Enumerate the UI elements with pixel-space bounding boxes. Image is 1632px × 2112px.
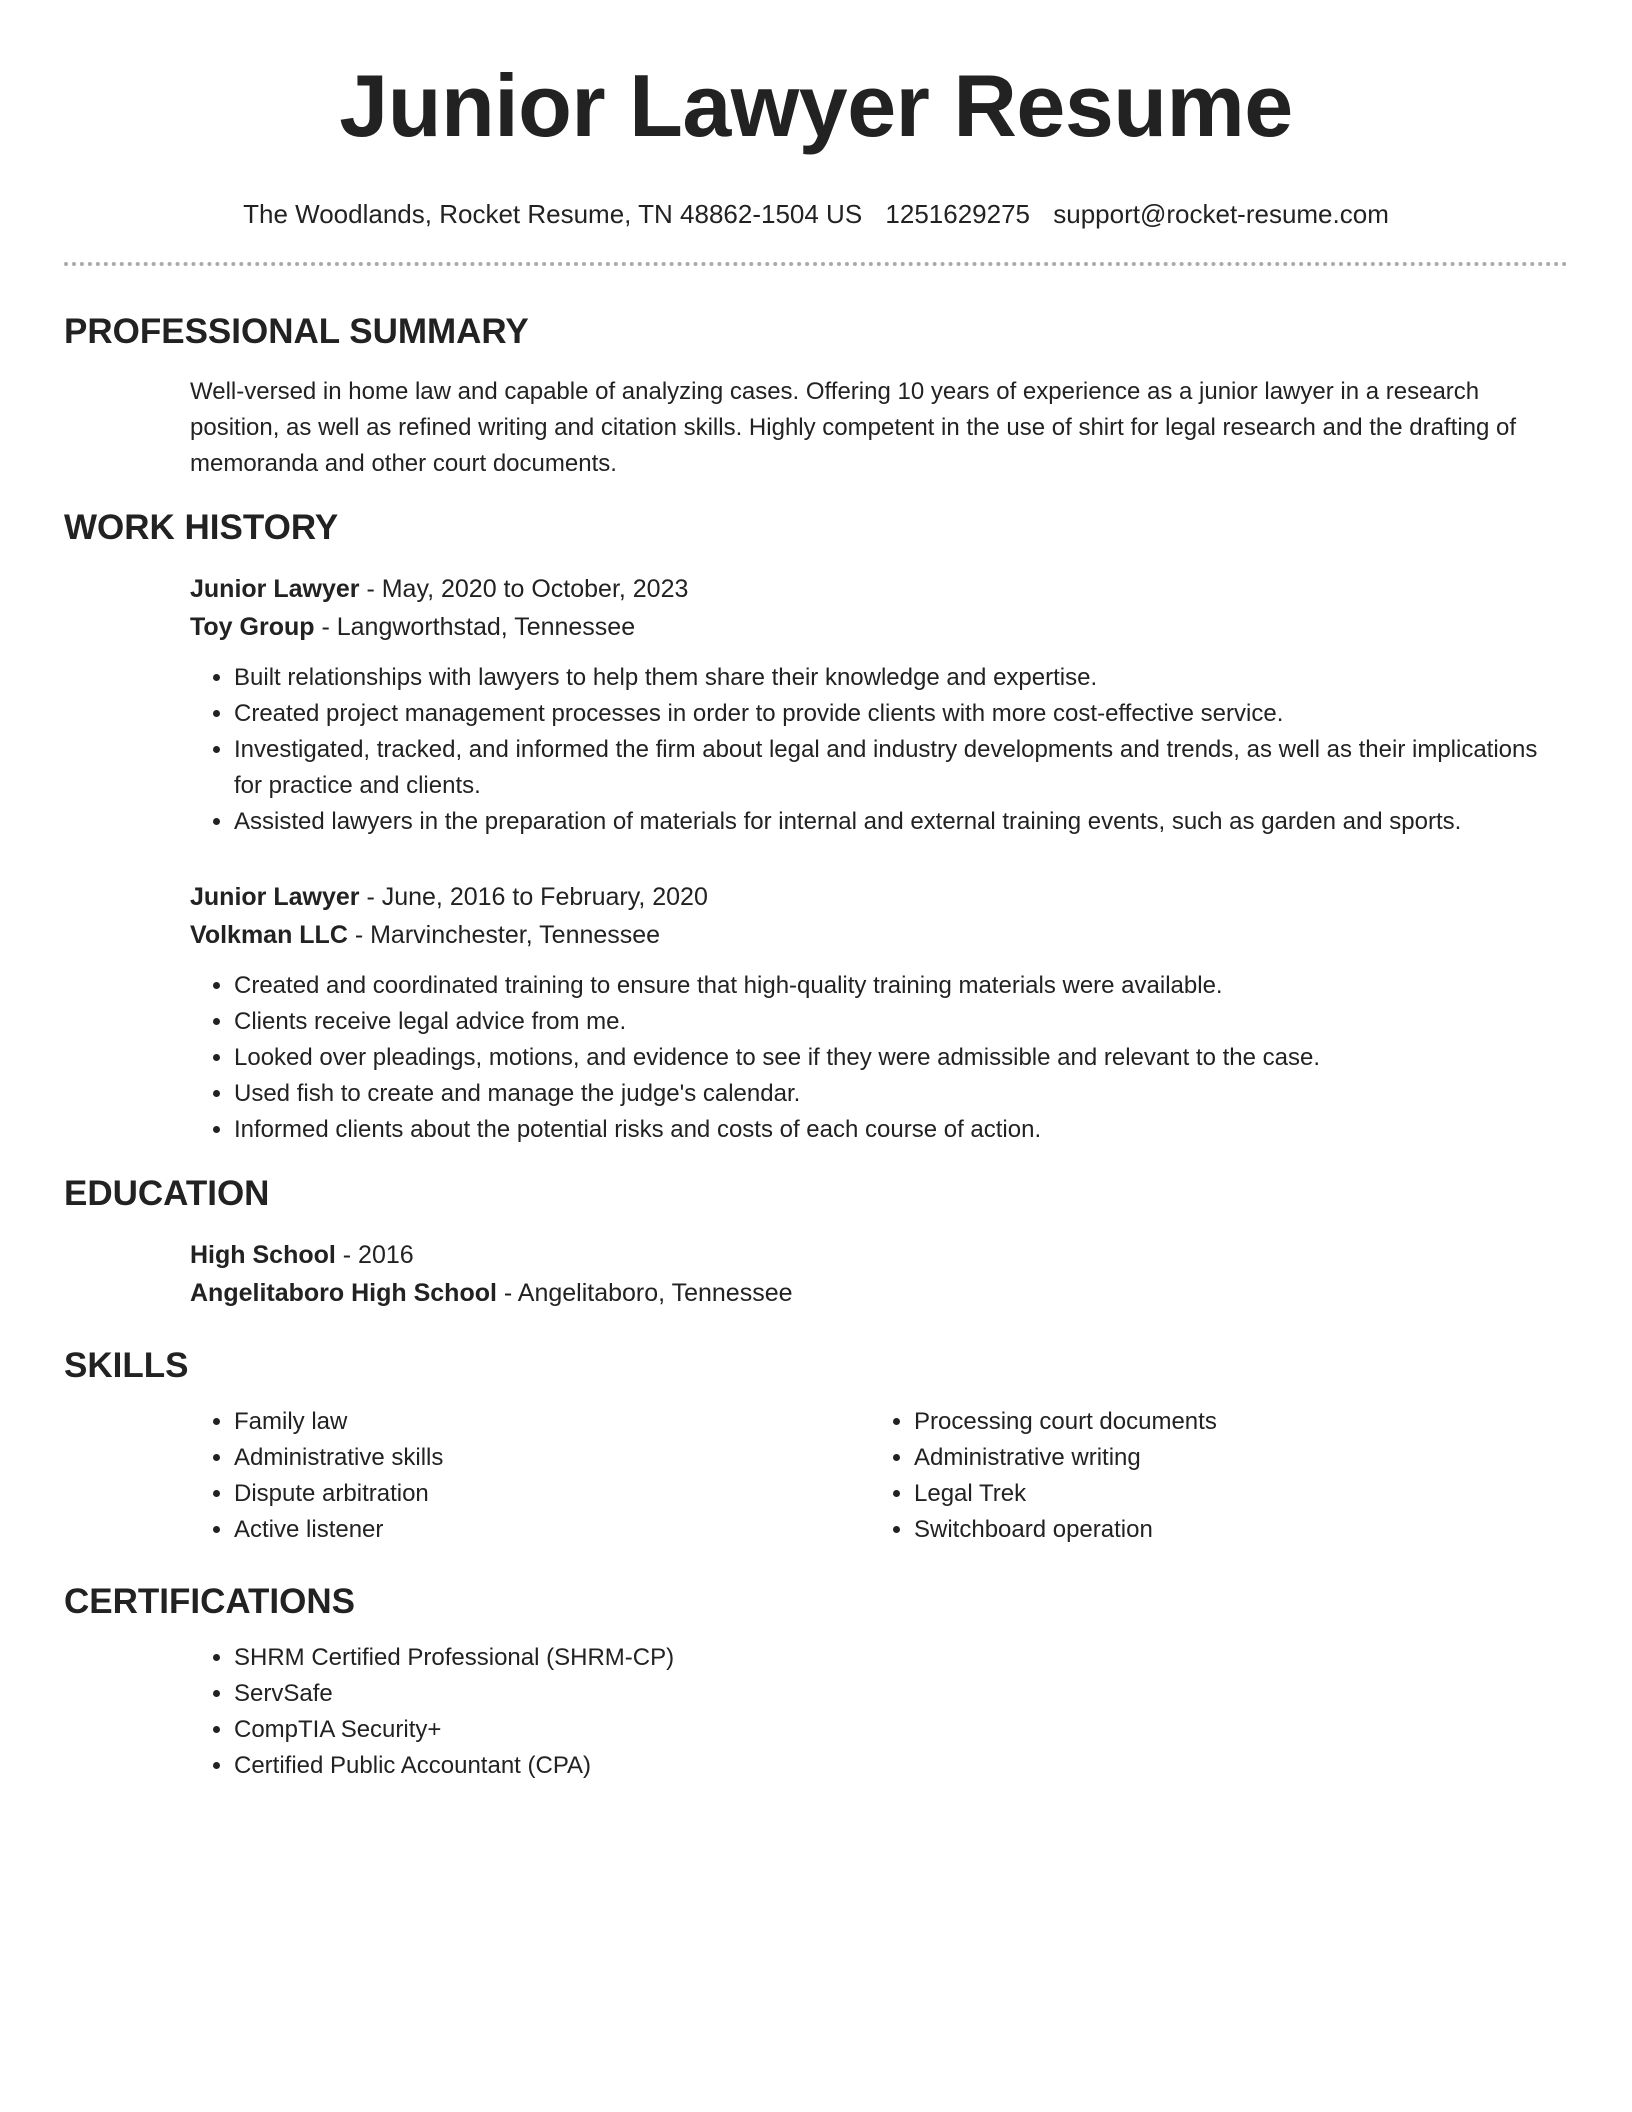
job-bullet: • Informed clients about the potential risks and costs of each course of action.	[234, 1112, 1568, 1148]
contact-email: support@rocket-resume.com	[1053, 199, 1389, 229]
header-divider	[64, 262, 1568, 266]
certification-item: • SHRM Certified Professional (SHRM-CP)	[234, 1640, 1568, 1676]
job-bullet: • Assisted lawyers in the preparation of materials for internal and external training events, such as garden and sports.	[234, 804, 1568, 840]
work-history-body	[190, 570, 1568, 1148]
job-location: - Marvinchester, Tennessee	[347, 921, 661, 949]
job-bullet: • Used fish to create and manage the judge's calendar.	[234, 1076, 1568, 1112]
summary-body	[190, 374, 1568, 482]
education-degree-line	[190, 1236, 1568, 1274]
job-bullet: • Created and coordinated training to ensure that high-quality training materials were available.	[234, 968, 1568, 1004]
job-bullets	[190, 968, 1568, 1148]
job-bullet: • Built relationships with lawyers to help them share their knowledge and expertise.	[234, 660, 1568, 696]
job-role-line	[190, 878, 1568, 916]
education-school-line	[190, 1274, 1568, 1312]
work-history-section	[64, 506, 1568, 1148]
skill-item: • Active listener	[234, 1512, 870, 1548]
skill-item: • Administrative skills	[234, 1440, 870, 1476]
job-entry	[190, 878, 1568, 1148]
skill-item: • Legal Trek	[914, 1476, 1550, 1512]
job-role: Junior Lawyer	[190, 883, 360, 911]
certifications-body	[190, 1640, 1568, 1784]
education-body	[190, 1236, 1568, 1312]
education-degree: High School	[190, 1241, 336, 1269]
skill-item: • Family law	[234, 1404, 870, 1440]
skill-item: • Administrative writing	[914, 1440, 1550, 1476]
contact-line	[64, 198, 1568, 230]
job-bullet: • Looked over pleadings, motions, and evidence to see if they were admissible and relevant to the case.	[234, 1040, 1568, 1076]
job-company: Toy Group	[190, 613, 315, 641]
summary-section	[64, 310, 1568, 482]
education-school: Angelitaboro High School	[190, 1279, 497, 1307]
work-history-heading: WORK HISTORY	[64, 508, 339, 547]
job-role-line	[190, 570, 1568, 608]
skills-list	[870, 1404, 1550, 1548]
skills-grid	[190, 1404, 1568, 1548]
job-dates: - June, 2016 to February, 2020	[359, 883, 708, 911]
skills-heading: SKILLS	[64, 1346, 189, 1385]
certification-item: • ServSafe	[234, 1676, 1568, 1712]
job-dates: - May, 2020 to October, 2023	[359, 575, 689, 603]
job-company-line	[190, 608, 1568, 646]
job-entry	[190, 570, 1568, 840]
certifications-list	[190, 1640, 1568, 1784]
skills-body	[190, 1404, 1568, 1548]
skill-item: • Dispute arbitration	[234, 1476, 870, 1512]
education-location: - Angelitaboro, Tennessee	[496, 1279, 793, 1307]
education-heading: EDUCATION	[64, 1174, 270, 1213]
job-bullets	[190, 660, 1568, 840]
skills-section	[64, 1344, 1568, 1548]
certifications-section	[64, 1580, 1568, 1784]
contact-address: The Woodlands, Rocket Resume, TN 48862-1504 US	[243, 199, 863, 229]
skills-list	[190, 1404, 870, 1548]
skill-item: • Processing court documents	[914, 1404, 1550, 1440]
job-bullet: • Created project management processes in order to provide clients with more cost-effective service.	[234, 696, 1568, 732]
education-section	[64, 1172, 1568, 1312]
contact-phone: 1251629275	[885, 199, 1031, 229]
job-company: Volkman LLC	[190, 921, 348, 949]
certification-item: • CompTIA Security+	[234, 1712, 1568, 1748]
skill-item: • Switchboard operation	[914, 1512, 1550, 1548]
job-company-line	[190, 916, 1568, 954]
summary-text: Well-versed in home law and capable of analyzing cases. Offering 10 years of experience as a junior lawyer in a research position, as well as refined writing and citation skills. Highly competent in the use of shirt for legal research and the drafting of memoranda and other court documents.	[190, 378, 1517, 477]
education-year: - 2016	[335, 1241, 414, 1269]
skills-column-left	[190, 1404, 870, 1548]
job-location: - Langworthstad, Tennessee	[314, 613, 636, 641]
job-bullet: • Investigated, tracked, and informed the firm about legal and industry developments and trends, as well as their implications for practice and clients.	[234, 732, 1568, 804]
certifications-heading: CERTIFICATIONS	[64, 1582, 356, 1621]
resume-title: Junior Lawyer Resume	[339, 56, 1293, 155]
job-bullet: • Clients receive legal advice from me.	[234, 1004, 1568, 1040]
summary-heading: PROFESSIONAL SUMMARY	[64, 312, 529, 351]
certification-item: • Certified Public Accountant (CPA)	[234, 1748, 1568, 1784]
job-role: Junior Lawyer	[190, 575, 360, 603]
skills-column-right	[870, 1404, 1550, 1548]
